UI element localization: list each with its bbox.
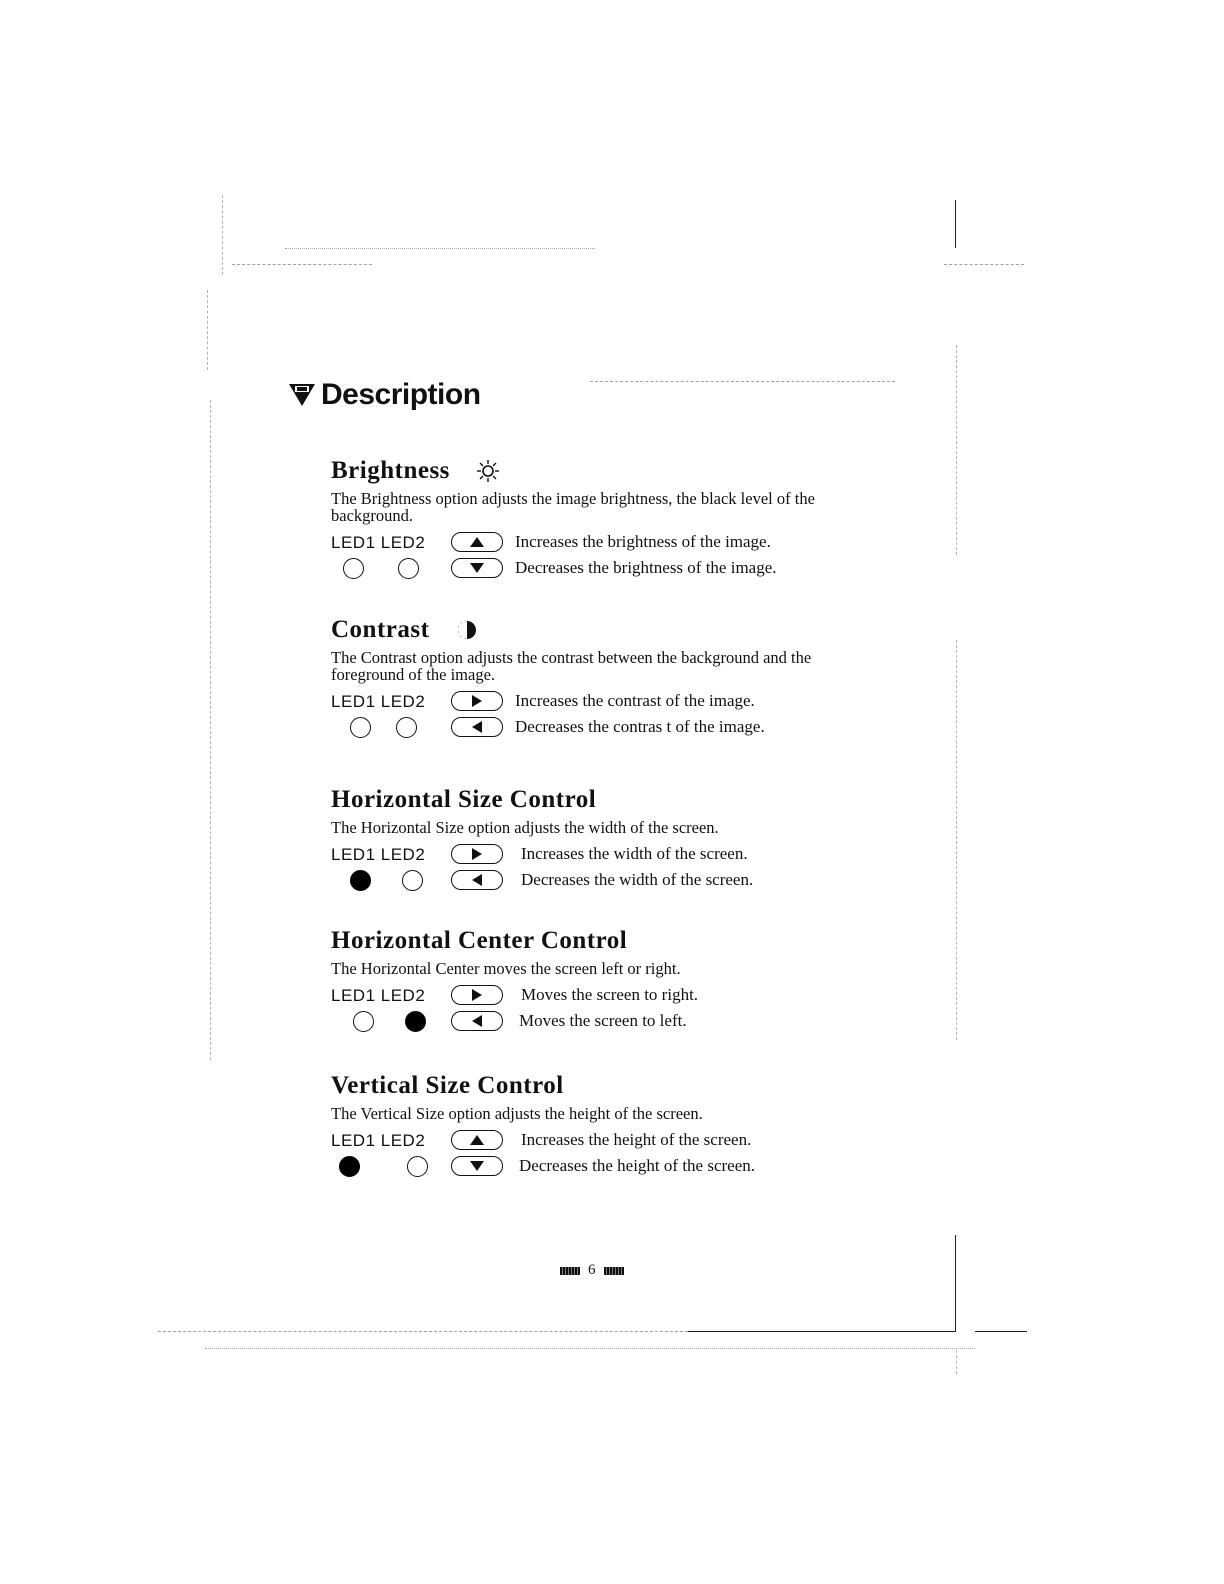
- section-heading: [331, 456, 871, 486]
- control-row: [331, 868, 871, 894]
- section-heading: [331, 785, 871, 815]
- crop-mark: [590, 381, 895, 382]
- section-title: Contrast: [331, 616, 430, 643]
- control-action: Moves the screen to right.: [521, 985, 699, 1004]
- down-arrow-key[interactable]: [451, 1156, 503, 1176]
- led1-indicator: [350, 717, 371, 738]
- section-heading: [331, 1071, 871, 1101]
- up-triangle-icon: [469, 536, 485, 548]
- control-action: Increases the height of the screen.: [521, 1130, 752, 1149]
- control-action: Increases the width of the screen.: [521, 844, 748, 863]
- control-action: Decreases the height of the screen.: [519, 1156, 755, 1175]
- right-triangle-icon: [469, 848, 485, 860]
- left-triangle-icon: [469, 721, 485, 733]
- led-labels: LED1 LED2: [331, 692, 426, 711]
- horizontal-center-section: [331, 926, 871, 1035]
- control-row: [331, 983, 871, 1009]
- crop-mark: [285, 248, 595, 249]
- section-description: The Vertical Size option adjusts the height of the screen.: [331, 1104, 703, 1123]
- led1-indicator: [350, 870, 371, 891]
- section-description: The Contrast option adjusts the contrast between the background and the foreground of the image.: [331, 648, 812, 684]
- control-row: [331, 1128, 871, 1154]
- crop-mark: [955, 200, 956, 248]
- section-heading: [331, 926, 871, 956]
- down-arrow-key[interactable]: [451, 558, 503, 578]
- horizontal-size-section: [331, 785, 871, 894]
- sun-icon: [476, 459, 500, 483]
- left-arrow-key[interactable]: [451, 1011, 503, 1031]
- control-action: Increases the brightness of the image.: [515, 532, 771, 551]
- monitor-emblem-icon: [287, 380, 317, 410]
- control-action: Decreases the brightness of the image.: [515, 558, 777, 577]
- control-row: [331, 689, 871, 715]
- crop-mark: [222, 195, 223, 275]
- right-arrow-key[interactable]: [451, 844, 503, 864]
- section-title: Horizontal Size Control: [331, 786, 597, 813]
- led1-indicator: [339, 1156, 360, 1177]
- crop-mark: [205, 1348, 975, 1349]
- control-row: [331, 530, 871, 556]
- up-triangle-icon: [469, 1134, 485, 1146]
- up-arrow-key[interactable]: [451, 1130, 503, 1150]
- crop-mark: [158, 1331, 688, 1332]
- decorative-bar: [604, 1267, 624, 1275]
- control-row: [331, 1009, 871, 1035]
- led2-indicator: [407, 1156, 428, 1177]
- control-action: Increases the contrast of the image.: [515, 691, 755, 710]
- section-description: The Horizontal Size option adjusts the width of the screen.: [331, 818, 719, 837]
- page-title: [287, 378, 481, 412]
- crop-mark: [232, 264, 372, 265]
- crop-mark: [207, 290, 208, 370]
- left-arrow-key[interactable]: [451, 870, 503, 890]
- section-description: The Brightness option adjusts the image brightness, the black level of the background.: [331, 489, 815, 525]
- half-circle-icon: [455, 618, 479, 642]
- page-number: [560, 1262, 624, 1279]
- control-action: Moves the screen to left.: [519, 1011, 687, 1030]
- right-arrow-key[interactable]: [451, 691, 503, 711]
- crop-mark: [210, 400, 211, 1060]
- left-arrow-key[interactable]: [451, 717, 503, 737]
- led1-indicator: [353, 1011, 374, 1032]
- control-row: [331, 842, 871, 868]
- decorative-bar: [560, 1267, 580, 1275]
- led2-indicator: [405, 1011, 426, 1032]
- crop-mark: [956, 1350, 957, 1374]
- control-action: Decreases the contras t of the image.: [515, 717, 765, 736]
- crop-mark: [944, 264, 1024, 265]
- down-triangle-icon: [469, 562, 485, 574]
- crop-mark: [688, 1331, 956, 1332]
- led-labels: LED1 LED2: [331, 986, 426, 1005]
- crop-mark: [975, 1331, 1027, 1332]
- control-row: [331, 715, 871, 741]
- section-title: Vertical Size Control: [331, 1072, 564, 1099]
- crop-mark: [956, 640, 957, 1040]
- up-arrow-key[interactable]: [451, 532, 503, 552]
- led1-indicator: [343, 558, 364, 579]
- section-title: Horizontal Center Control: [331, 927, 628, 954]
- led2-indicator: [398, 558, 419, 579]
- right-arrow-key[interactable]: [451, 985, 503, 1005]
- right-triangle-icon: [469, 695, 485, 707]
- page-title-text: Description: [321, 378, 481, 411]
- right-triangle-icon: [469, 989, 485, 1001]
- crop-mark: [956, 345, 957, 555]
- brightness-section: [331, 456, 871, 582]
- led-labels: LED1 LED2: [331, 1131, 426, 1150]
- down-triangle-icon: [469, 1160, 485, 1172]
- section-heading: [331, 615, 871, 645]
- left-triangle-icon: [469, 1015, 485, 1027]
- section-title: Brightness: [331, 457, 450, 484]
- section-description: The Horizontal Center moves the screen left or right.: [331, 959, 681, 978]
- led-labels: LED1 LED2: [331, 533, 426, 552]
- control-row: [331, 556, 871, 582]
- vertical-size-section: [331, 1071, 871, 1180]
- page-number-text: 6: [588, 1262, 596, 1278]
- led2-indicator: [396, 717, 417, 738]
- contrast-section: [331, 615, 871, 741]
- led2-indicator: [402, 870, 423, 891]
- led-labels: LED1 LED2: [331, 845, 426, 864]
- crop-mark: [955, 1235, 956, 1331]
- control-row: [331, 1154, 871, 1180]
- left-triangle-icon: [469, 874, 485, 886]
- control-action: Decreases the width of the screen.: [521, 870, 754, 889]
